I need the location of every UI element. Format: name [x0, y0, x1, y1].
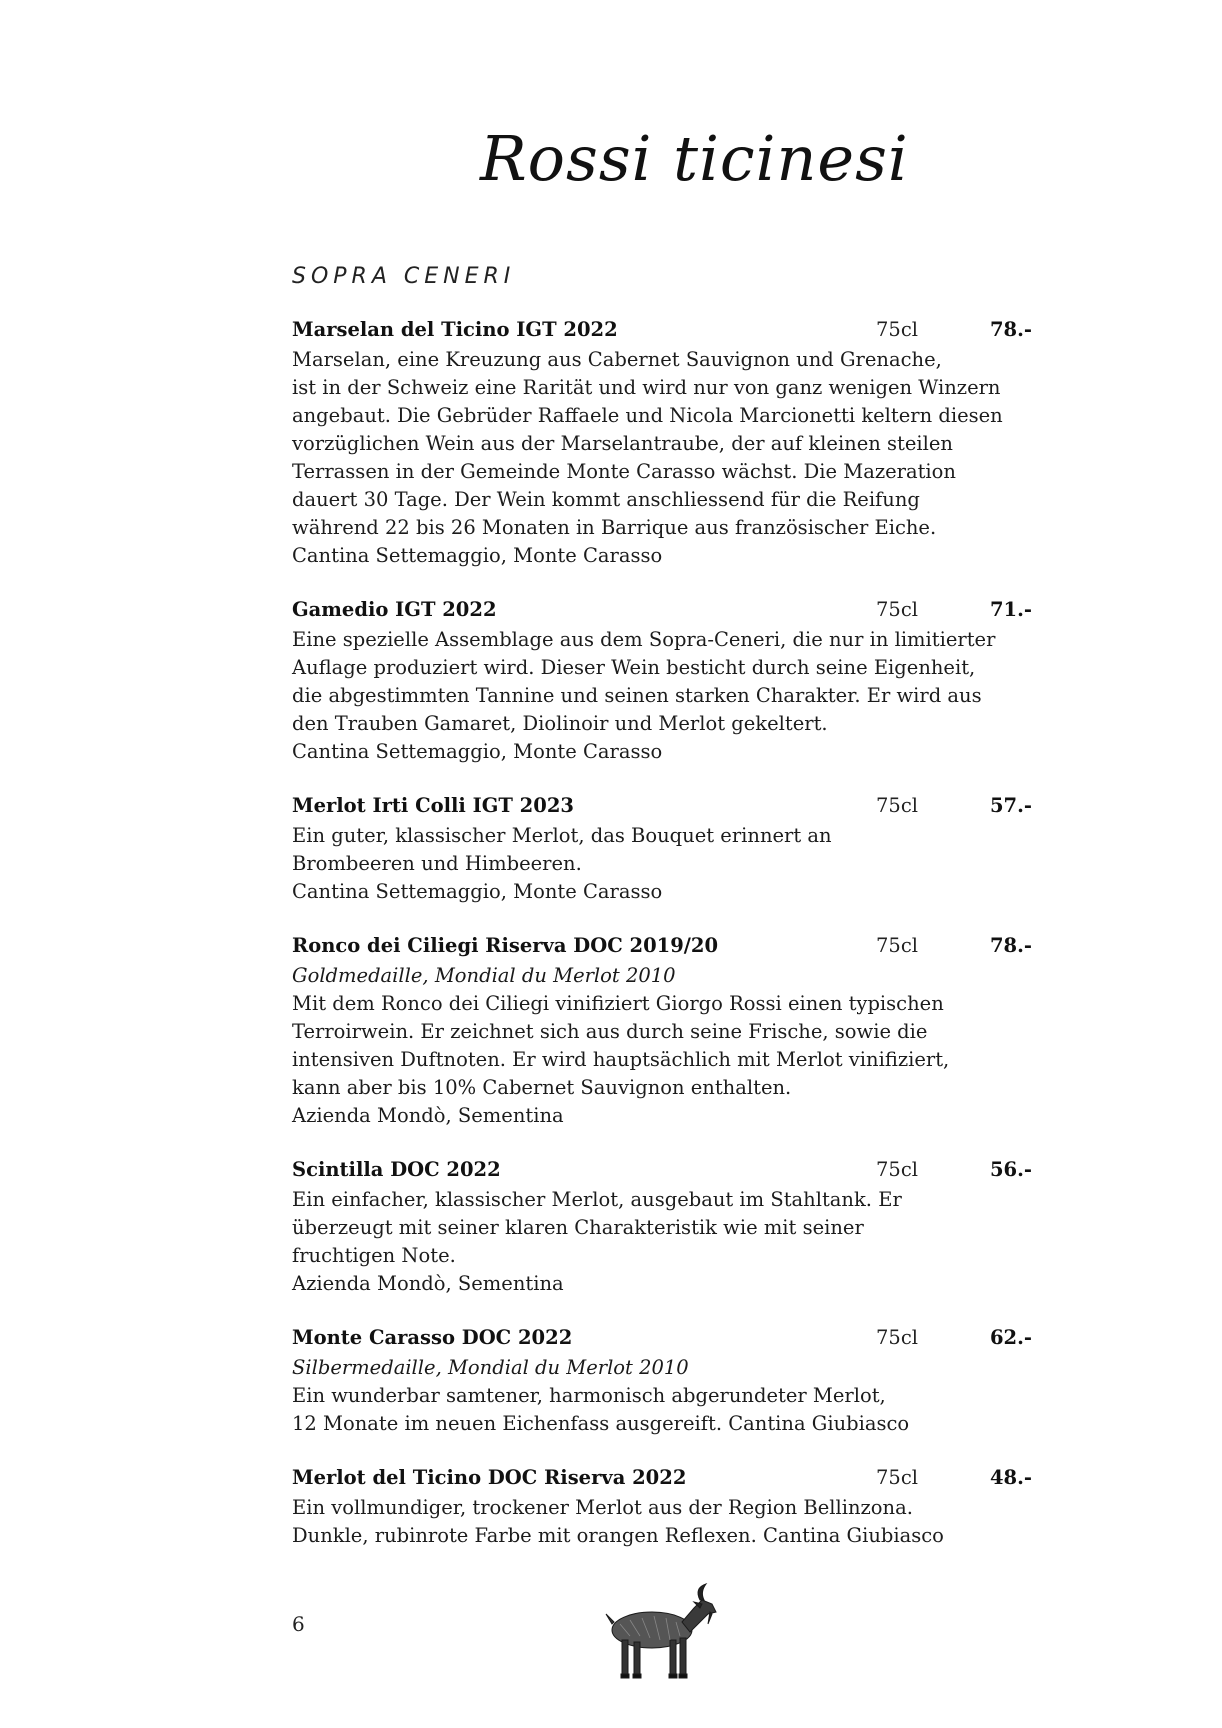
wine-list: [292, 318, 1032, 1578]
wine-name: Scintilla DOC 2022: [292, 1158, 501, 1181]
wine-description-line: dauert 30 Tage. Der Wein kommt anschliessend für die Reifung: [292, 488, 920, 511]
wine-name: Merlot del Ticino DOC Riserva 2022: [292, 1466, 687, 1489]
wine-price: 71.-: [989, 598, 1032, 621]
wine-description-line: Azienda Mondò, Sementina: [292, 1272, 564, 1295]
wine-header: [292, 318, 1032, 346]
wine-description-line: Cantina Settemaggio, Monte Carasso: [292, 880, 663, 903]
wine-price: 62.-: [989, 1326, 1032, 1349]
wine-header: [292, 1466, 1032, 1494]
wine-award: Goldmedaille, Mondial du Merlot 2010: [292, 964, 676, 987]
wine-description-line: Mit dem Ronco dei Ciliegi vinifiziert Giorgo Rossi einen typischen: [292, 992, 944, 1015]
wine-price: 57.-: [989, 794, 1032, 817]
wine-description-line: Terrassen in der Gemeinde Monte Carasso wächst. Die Mazeration: [292, 460, 956, 483]
page-number: 6: [292, 1612, 305, 1636]
wine-name: Monte Carasso DOC 2022: [292, 1326, 573, 1349]
wine-description-line: Ein wunderbar samtener, harmonisch abgerundeter Merlot,: [292, 1384, 886, 1407]
wine-header: [292, 598, 1032, 626]
wine-header: [292, 934, 1032, 962]
wine-award: Silbermedaille, Mondial du Merlot 2010: [292, 1356, 689, 1379]
goat-illustration-icon: [590, 1578, 730, 1688]
wine-description-line: ist in der Schweiz eine Rarität und wird nur von ganz wenigen Winzern: [292, 376, 1001, 399]
wine-entry: [292, 598, 1032, 766]
wine-description-line: Ein vollmundiger, trockener Merlot aus der Region Bellinzona.: [292, 1496, 913, 1519]
wine-description-line: überzeugt mit seiner klaren Charakteristik wie mit seiner: [292, 1216, 864, 1239]
wine-description-line: kann aber bis 10% Cabernet Sauvignon enthalten.: [292, 1076, 792, 1099]
wine-description-line: während 22 bis 26 Monaten in Barrique aus französischer Eiche.: [292, 516, 937, 539]
wine-entry: [292, 1466, 1032, 1550]
wine-name: Marselan del Ticino IGT 2022: [292, 318, 618, 341]
wine-volume: 75cl: [876, 794, 918, 817]
wine-volume: 75cl: [876, 1158, 918, 1181]
wine-entry: [292, 318, 1032, 570]
wine-description-line: Ein guter, klassischer Merlot, das Bouquet erinnert an: [292, 824, 832, 847]
wine-volume: 75cl: [876, 1466, 918, 1489]
wine-price: 78.-: [989, 934, 1032, 957]
wine-price: 56.-: [989, 1158, 1032, 1181]
wine-name: Ronco dei Ciliegi Riserva DOC 2019/20: [292, 934, 719, 957]
wine-volume: 75cl: [876, 1326, 918, 1349]
wine-description-line: Ein einfacher, klassischer Merlot, ausgebaut im Stahltank. Er: [292, 1188, 902, 1211]
wine-header: [292, 1326, 1032, 1354]
wine-description-line: Marselan, eine Kreuzung aus Cabernet Sauvignon und Grenache,: [292, 348, 942, 371]
wine-volume: 75cl: [876, 934, 918, 957]
wine-description-line: angebaut. Die Gebrüder Raffaele und Nicola Marcionetti keltern diesen: [292, 404, 1003, 427]
wine-description-line: vorzüglichen Wein aus der Marselantraube, der auf kleinen steilen: [292, 432, 953, 455]
wine-entry: [292, 1326, 1032, 1438]
page-title: Rossi ticinesi: [480, 122, 909, 195]
wine-header: [292, 794, 1032, 822]
section-heading: SOPRA CENERI: [292, 264, 516, 289]
wine-description-line: 12 Monate im neuen Eichenfass ausgereift. Cantina Giubiasco: [292, 1412, 910, 1435]
wine-description-line: Terroirwein. Er zeichnet sich aus durch seine Frische, sowie die: [292, 1020, 928, 1043]
wine-entry: [292, 934, 1032, 1130]
wine-name: Gamedio IGT 2022: [292, 598, 497, 621]
wine-description-line: Cantina Settemaggio, Monte Carasso: [292, 740, 663, 763]
wine-name: Merlot Irti Colli IGT 2023: [292, 794, 574, 817]
wine-description-line: Auflage produziert wird. Dieser Wein besticht durch seine Eigenheit,: [292, 656, 976, 679]
wine-entry: [292, 1158, 1032, 1298]
wine-volume: 75cl: [876, 318, 918, 341]
wine-description-line: Eine spezielle Assemblage aus dem Sopra-Ceneri, die nur in limitierter: [292, 628, 996, 651]
wine-description-line: die abgestimmten Tannine und seinen starken Charakter. Er wird aus: [292, 684, 982, 707]
wine-description-line: Brombeeren und Himbeeren.: [292, 852, 582, 875]
wine-description-line: intensiven Duftnoten. Er wird hauptsächlich mit Merlot vinifiziert,: [292, 1048, 950, 1071]
wine-description-line: den Trauben Gamaret, Diolinoir und Merlot gekeltert.: [292, 712, 828, 735]
wine-description-line: Dunkle, rubinrote Farbe mit orangen Reflexen. Cantina Giubiasco: [292, 1524, 944, 1547]
wine-entry: [292, 794, 1032, 906]
wine-header: [292, 1158, 1032, 1186]
wine-price: 78.-: [989, 318, 1032, 341]
wine-price: 48.-: [989, 1466, 1032, 1489]
wine-description-line: Cantina Settemaggio, Monte Carasso: [292, 544, 663, 567]
wine-volume: 75cl: [876, 598, 918, 621]
wine-description-line: Azienda Mondò, Sementina: [292, 1104, 564, 1127]
wine-description-line: fruchtigen Note.: [292, 1244, 456, 1267]
